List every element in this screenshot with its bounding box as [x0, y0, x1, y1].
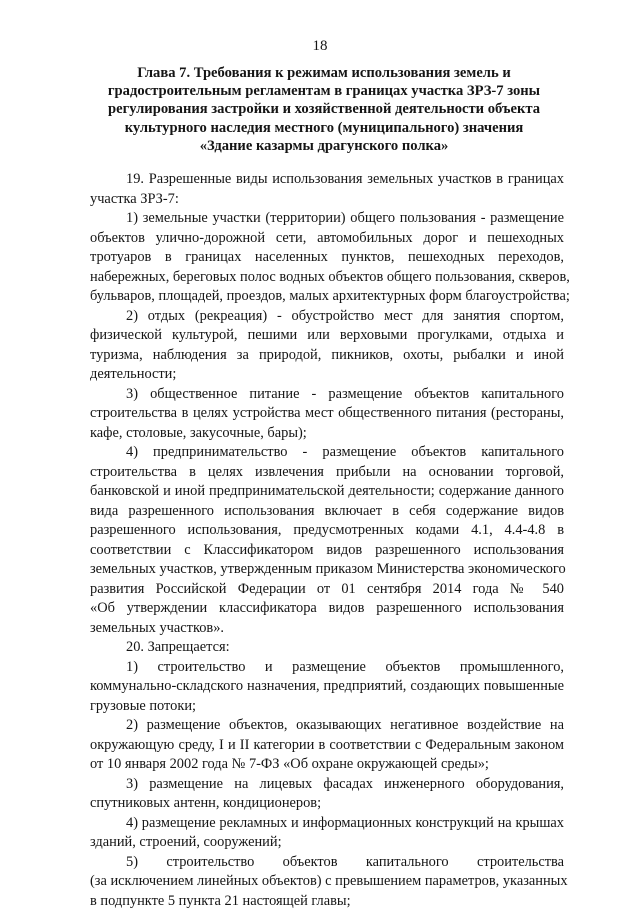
heading-line: регулирования застройки и хозяйственной деятельности объекта: [88, 100, 560, 118]
text-line: туризма, наблюдения за природой, пикников, охоты, рыбалки и иной: [90, 346, 564, 366]
text-line: (за исключением линейных объектов) с превышением параметров, указанных: [90, 872, 564, 892]
chapter-heading: [88, 64, 560, 155]
text-line: 5) строительство объектов капитального строительства: [90, 853, 564, 873]
text-line: 1) земельные участки (территории) общего пользования - размещение: [90, 209, 564, 229]
heading-line: Глава 7. Требования к режимам использования земель и: [88, 64, 560, 82]
text-line: разрешенного использования, предусмотренных кодами 4.1, 4.4-4.8 в: [90, 521, 564, 541]
text-line: развития Российской Федерации от 01 сентября 2014 года № 540: [90, 580, 564, 600]
text-line: 20. Запрещается:: [90, 638, 564, 658]
heading-line: культурного наследия местного (муниципального) значения: [88, 119, 560, 137]
heading-line: градостроительным регламентам в границах участка ЗРЗ-7 зоны: [88, 82, 560, 100]
text-line: «Об утверждении классификатора видов разрешенного использования: [90, 599, 564, 619]
text-line: 4) предпринимательство - размещение объектов капитального: [90, 443, 564, 463]
text-line: грузовые потоки;: [90, 697, 564, 717]
text-line: участка ЗРЗ-7:: [90, 190, 564, 210]
text-line: в подпункте 5 пункта 21 настоящей главы;: [90, 892, 564, 911]
text-line: земельных участков, утвержденным приказом Министерства экономического: [90, 560, 564, 580]
text-line: спутниковых антенн, кондиционеров;: [90, 794, 564, 814]
text-line: зданий, строений, сооружений;: [90, 833, 564, 853]
text-line: 3) размещение на лицевых фасадах инженерного оборудования,: [90, 775, 564, 795]
text-line: банковской и иной предпринимательской деятельности; содержание данного: [90, 482, 564, 502]
text-line: соответствии с Классификатором видов разрешенного использования: [90, 541, 564, 561]
text-line: 2) отдых (рекреация) - обустройство мест для занятия спортом,: [90, 307, 564, 327]
text-line: строительства в целях извлечения прибыли на основании торговой,: [90, 463, 564, 483]
text-line: 3) общественное питание - размещение объектов капитального: [90, 385, 564, 405]
text-line: физической культурой, пешими или верховыми прогулками, отдыха и: [90, 326, 564, 346]
text-line: 19. Разрешенные виды использования земельных участков в границах: [90, 170, 564, 190]
text-line: коммунально-складского назначения, предприятий, создающих повышенные: [90, 677, 564, 697]
heading-line: «Здание казармы драгунского полка»: [88, 137, 560, 155]
text-line: 4) размещение рекламных и информационных конструкций на крышах: [90, 814, 564, 834]
text-line: 1) строительство и размещение объектов промышленного,: [90, 658, 564, 678]
document-body: [90, 170, 564, 911]
text-line: от 10 января 2002 года № 7-ФЗ «Об охране окружающей среды»;: [90, 755, 564, 775]
text-line: бульваров, площадей, проездов, малых архитектурных форм благоустройства;: [90, 287, 564, 307]
text-line: строительства в целях устройства мест общественного питания (рестораны,: [90, 404, 564, 424]
text-line: кафе, столовые, закусочные, бары);: [90, 424, 564, 444]
text-line: 2) размещение объектов, оказывающих негативное воздействие на: [90, 716, 564, 736]
text-line: тротуаров в границах населенных пунктов, пешеходных переходов,: [90, 248, 564, 268]
page-number: 18: [0, 38, 640, 55]
text-line: набережных, береговых полос водных объектов общего пользования, скверов,: [90, 268, 564, 288]
text-line: земельных участков».: [90, 619, 564, 639]
text-line: вида разрешенного использования включает в себя содержание видов: [90, 502, 564, 522]
text-line: объектов улично-дорожной сети, автомобильных дорог и пешеходных: [90, 229, 564, 249]
text-line: окружающую среду, I и II категории в соответствии с Федеральным законом: [90, 736, 564, 756]
text-line: деятельности;: [90, 365, 564, 385]
